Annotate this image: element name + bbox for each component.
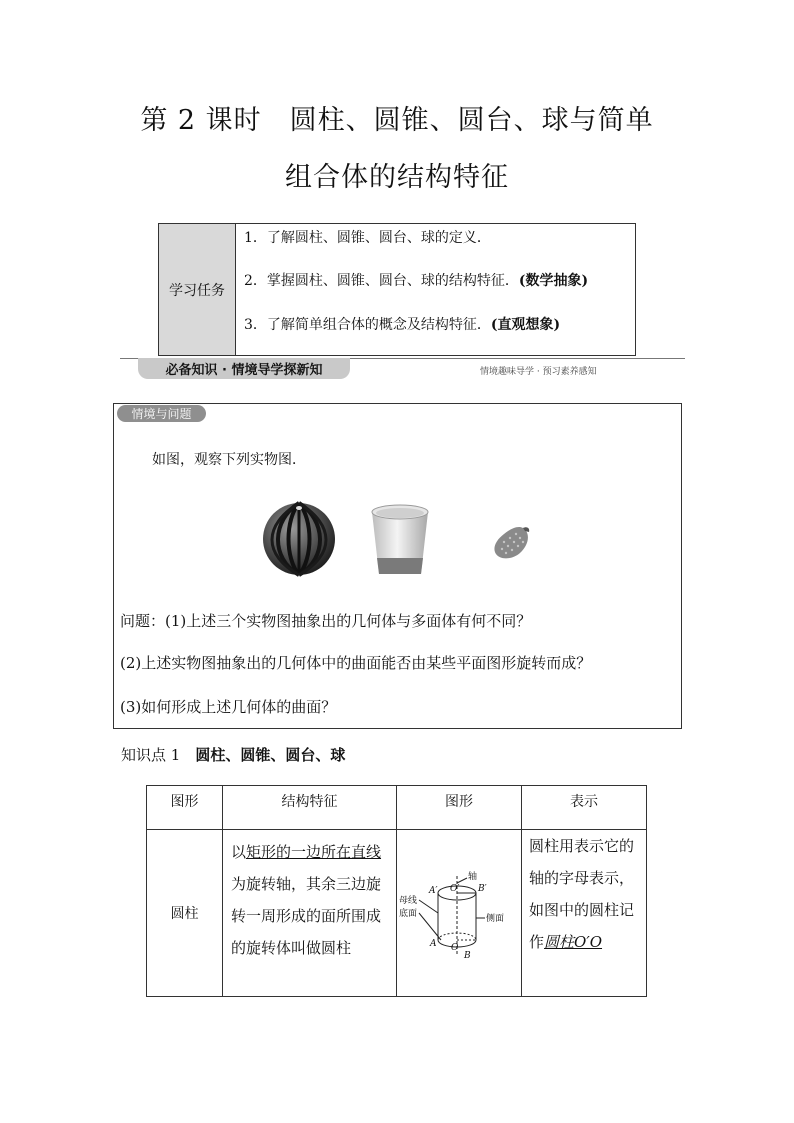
cylinder-diagram bbox=[397, 858, 521, 968]
section-banner-subtitle: 情境趣味导学 · 预习素养感知 bbox=[480, 367, 597, 377]
knowledge-point-heading bbox=[121, 744, 345, 765]
strawberry-image bbox=[490, 522, 532, 562]
point-a1-label: A′ bbox=[429, 886, 438, 896]
task-item-2-text: 2．掌握圆柱、圆锥、圆台、球的结构特征． bbox=[244, 273, 519, 289]
scenario-tag: 情境与问题 bbox=[117, 405, 206, 422]
table-header-cell: 图形 bbox=[397, 786, 522, 830]
paper-cup-image bbox=[368, 502, 432, 578]
representation-text-key: 圆柱O′O bbox=[544, 933, 603, 951]
task-item-2 bbox=[244, 270, 588, 290]
structure-text-part: 以 bbox=[231, 843, 247, 861]
structure-text-part: 为旋转轴，其余三边旋转一周形成的面所围成的旋转体叫做圆柱 bbox=[231, 875, 382, 957]
structure-text-key: 矩形的一边所在直线 bbox=[246, 843, 382, 861]
table-row bbox=[147, 830, 647, 997]
figure-cell bbox=[397, 830, 522, 997]
base-label: 底面 bbox=[399, 909, 418, 919]
task-item-1-text: 1．了解圆柱、圆锥、圆台、球的定义． bbox=[244, 230, 491, 246]
representation-cell bbox=[522, 830, 647, 997]
point-o-label: O bbox=[451, 943, 459, 953]
table-header-cell: 图形 bbox=[147, 786, 223, 830]
scenario-question-1: 问题：(1)上述三个实物图抽象出的几何体与多面体有何不同？ bbox=[120, 612, 532, 630]
section-banner: 必备知识 · 情境导学探新知 bbox=[138, 358, 350, 379]
task-item-3-tag: (直观想象) bbox=[490, 317, 561, 333]
learning-tasks-table bbox=[158, 223, 636, 356]
page-title-line2: 组合体的结构特征 bbox=[285, 162, 509, 193]
table-header-cell: 结构特征 bbox=[223, 786, 397, 830]
representation-text-part: 圆柱用表示它的轴的字母表示，如图中的圆柱记作 bbox=[529, 837, 635, 951]
lateral-label: 侧面 bbox=[486, 914, 505, 924]
table-header-row bbox=[147, 786, 647, 830]
scenario-question-2: (2)上述实物图抽象出的几何体中的曲面能否由某些平面图形旋转而成？ bbox=[120, 654, 592, 672]
scenario-question-3: (3)如何形成上述几何体的曲面？ bbox=[120, 698, 337, 716]
structure-cell bbox=[223, 830, 397, 997]
watermelon-image bbox=[260, 500, 338, 578]
structure-text bbox=[231, 836, 390, 964]
table-header-cell: 表示 bbox=[522, 786, 647, 830]
task-item-1 bbox=[244, 227, 491, 247]
generatrix-label: 母线 bbox=[399, 896, 418, 906]
shape-name-cell: 圆柱 bbox=[147, 830, 223, 997]
knowledge-point-prefix: 知识点 1 bbox=[121, 746, 196, 764]
learning-tasks-label: 学习任务 bbox=[159, 224, 236, 355]
representation-text bbox=[529, 830, 640, 958]
point-o1-label: O′ bbox=[450, 884, 460, 894]
knowledge-point-title: 圆柱、圆锥、圆台、球 bbox=[195, 746, 346, 764]
scenario-intro: 如图，观察下列实物图． bbox=[152, 452, 306, 468]
point-b1-label: B′ bbox=[478, 884, 487, 894]
point-a-label: A bbox=[430, 939, 437, 949]
axis-label: 轴 bbox=[468, 872, 478, 882]
page-title-line1: 第 2 课时 圆柱、圆锥、圆台、球与简单 bbox=[140, 105, 654, 136]
point-b-label: B bbox=[464, 951, 471, 961]
task-item-3 bbox=[244, 314, 560, 334]
task-item-3-text: 3．了解简单组合体的概念及结构特征． bbox=[244, 317, 491, 333]
knowledge-table bbox=[146, 785, 647, 997]
task-item-2-tag: (数学抽象) bbox=[518, 273, 589, 289]
